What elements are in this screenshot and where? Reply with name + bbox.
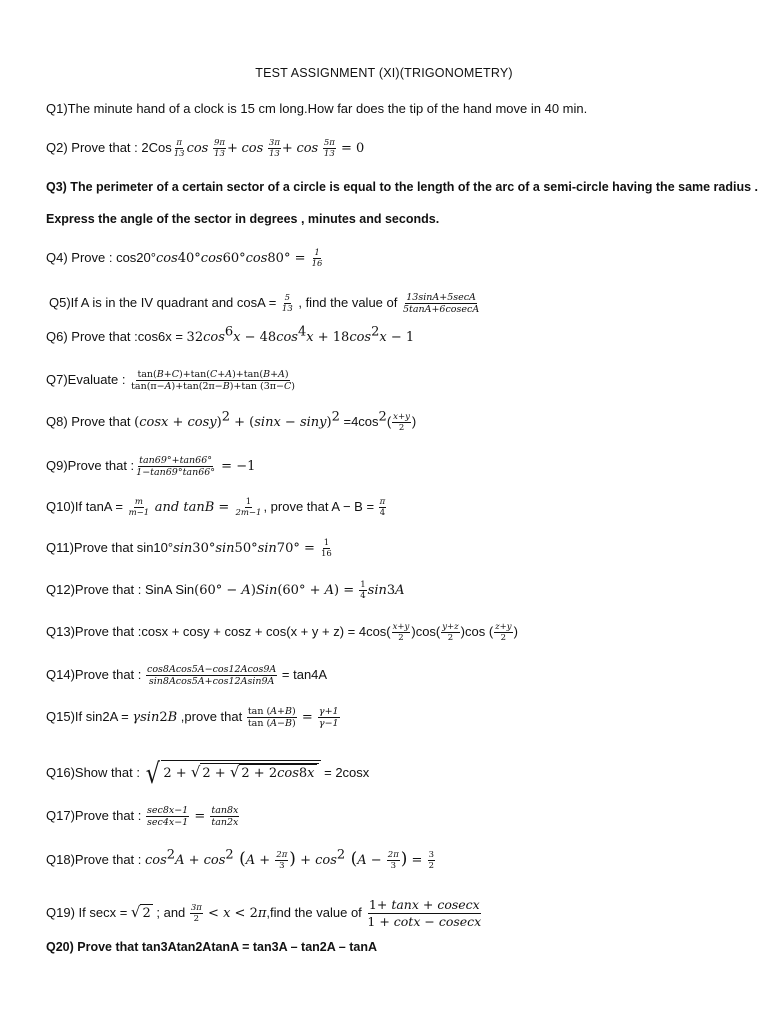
- question-8: Q8) Prove that $(\cos x + \cos y)^2 + (\sin x - \sin y)^2 =4\cos^2$( $\frac{x+y}{2}$ ): [46, 409, 417, 433]
- question-17: Q17)Prove that : $\frac{\sec 8x-1}{\sec 4x-1}$ = $\frac{\tan 8x}{\tan 2x}$: [46, 805, 239, 828]
- question-5: Q5)If A is in the IV quadrant and cosA = $\frac{5}{13}$ , find the value of $\frac{13\sin A+5\sec A}{5\tan A+6cosecA}$: [49, 292, 480, 315]
- question-1: Q1)The minute hand of a clock is 15 cm long.How far does the tip of the hand move in 40 min.: [46, 101, 588, 116]
- question-14: Q14)Prove that : $\frac{\cos 8Acos5A-\cos 12Acos9A}{\sin 8Acos5A+\cos 12Asin9A}$ = tan4A: [46, 664, 328, 687]
- question-2: Q2) Prove that : 2Cos $\frac{\pi}{13}$ cos $\frac{9\pi}{13}$ + cos $\frac{3\pi}{13}$ + cos $\frac{5\pi}{13}$ = 0: [46, 138, 365, 159]
- question-12: Q12)Prove that : SinA Sin(60° − A)Sin(60° + A) = $\frac{1}{4}$ sin3A: [46, 580, 405, 601]
- question-18: Q18)Prove that : $\cos^2A + \cos^2 (A$ + $\frac{2\pi}{3}$ ) + $\cos^2 (A$ − $\frac{2\pi}{3}$ ) = $\frac{3}{2}$: [46, 847, 435, 871]
- question-19: Q19) If secx = √ 2 ; and $\frac{3\pi}{2}$ < x < 2π,find the value of $\frac{1+ \tan x + cosecx}{1 + \cot x - cosecx}$: [46, 897, 482, 929]
- question-13: Q13)Prove that :cosx + cosy + cosz + cos(x + y + z) = 4cos( $\frac{x+y}{2}$ )cos( $\frac{y+z}{2}$ )cos ( $\frac{z+y}{2}$ ): [46, 622, 518, 643]
- question-4: Q4) Prove : cos20°cos40°cos60°cos80° = $\frac{1}{16}$: [46, 248, 323, 269]
- question-11: Q11)Prove that sin10°sin30°sin50°sin70° = $\frac{1}{16}$: [46, 538, 332, 559]
- question-3-line-1: Q3) The perimeter of a certain sector of a circle is equal to the length of the arc of a semi-circle having the same radius .: [46, 180, 759, 194]
- page-title: TEST ASSIGNMENT (XI)(TRIGONOMETRY): [255, 66, 513, 80]
- question-3-line-2: Express the angle of the sector in degrees , minutes and seconds.: [46, 212, 440, 226]
- question-15: Q15)If sin2A = γsin2B ,prove that $\frac{\tan (A+B)}{\tan (A-B)}$ = $\frac{\gamma+1}{\gamma-1}$: [46, 706, 339, 729]
- question-20: Q20) Prove that tan3Atan2AtanA = tan3A – tan2A – tanA: [46, 940, 377, 954]
- question-9: Q9)Prove that : $\frac{\tan 69^\circ+\tan 66^\circ}{1-\tan 69^\circ\tan 66^\circ}$ = −1: [46, 455, 256, 478]
- question-6: Q6) Prove that :cos6x = $32\cos^6x - 48\cos^4x + 18\cos^2x - 1$: [46, 324, 415, 345]
- question-7: Q7)Evaluate : $\frac{\tan(B+C)+\tan(C+A)+\tan(B+A)}{\tan(\pi-A)+\tan(2\pi-B)+\tan (3\pi-C)}$: [46, 369, 295, 392]
- question-16: Q16)Show that : √ 2 + √ 2 + √ 2 + 2cos8x = 2cosx: [46, 757, 370, 790]
- question-10: Q10)If tanA = $\frac{m}{m-1}$ and tanB = $\frac{1}{2m-1}$ , prove that A − B = $\frac{\pi}{4}$: [46, 497, 386, 518]
